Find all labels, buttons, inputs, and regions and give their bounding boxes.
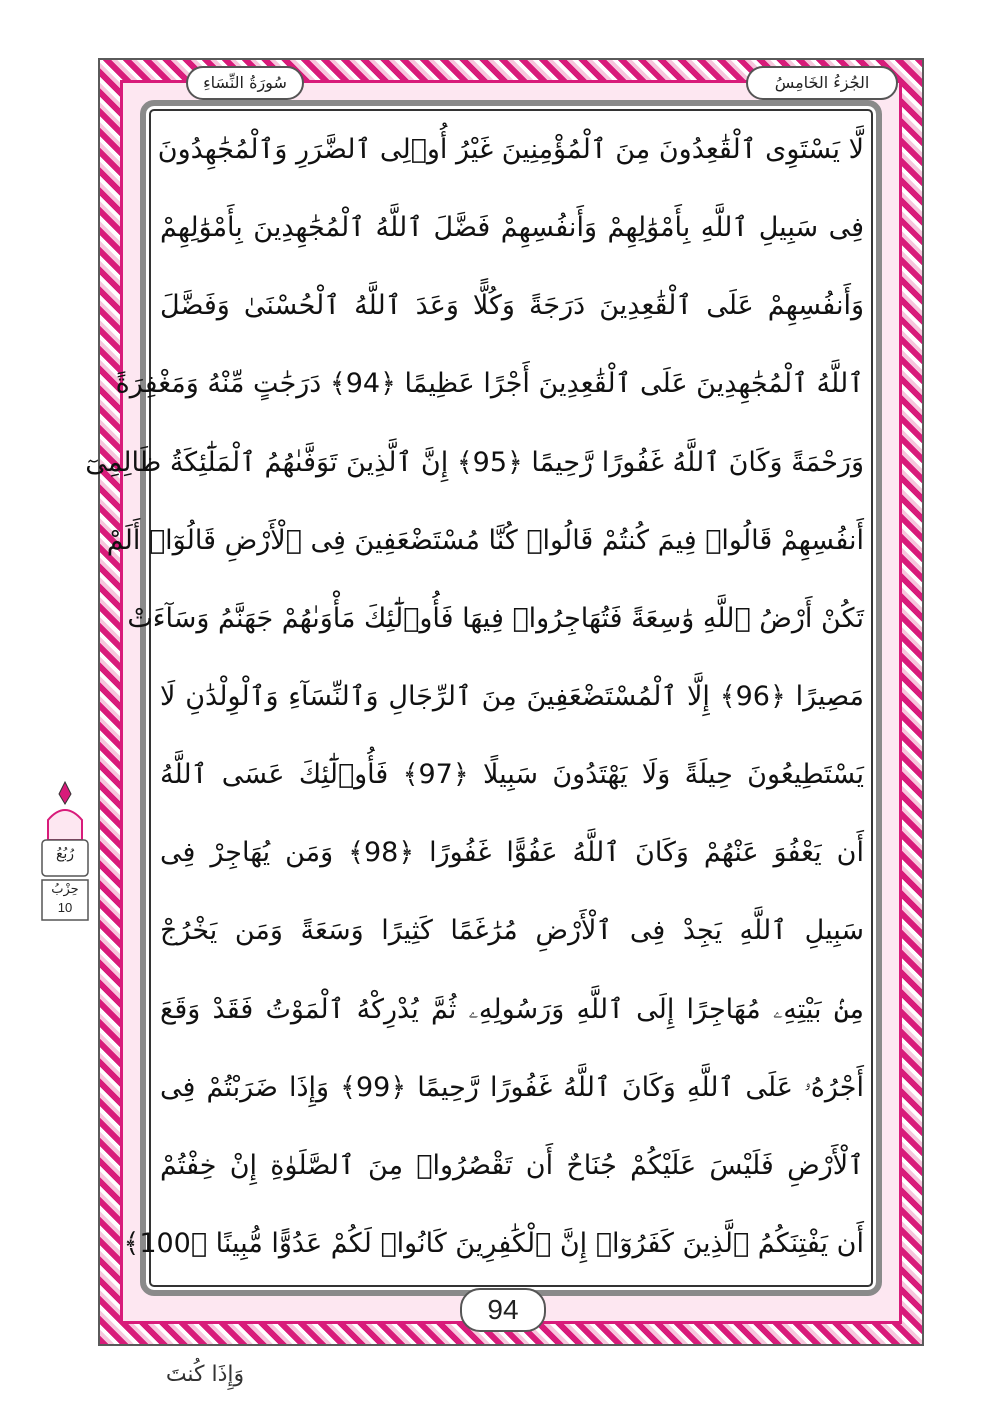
text-line: يَسْتَطِيعُونَ حِيلَةً وَلَا يَهْتَدُونَ سَبِيلًا ﴿97﴾ فَأُو۟لَٰٓئِكَ عَسَى ٱللَّهُ bbox=[160, 759, 864, 791]
text-line: أَجْرُهُۥ عَلَى ٱللَّهِ وَكَانَ ٱللَّهُ غَفُورًا رَّحِيمًا ﴿99﴾ وَإِذَا ضَرَبْتُمْ فِى bbox=[160, 1071, 864, 1103]
surah-title: سُورَةُ النِّسَاءِ bbox=[186, 66, 304, 100]
text-line: ٱلْأَرْضِ فَلَيْسَ عَلَيْكُمْ جُنَاحٌ أَن تَقْصُرُوا۟ مِنَ ٱلصَّلَوٰةِ إِنْ خِفْتُمْ bbox=[160, 1149, 864, 1181]
text-line: وَرَحْمَةً وَكَانَ ٱللَّهُ غَفُورًا رَّحِيمًا ﴿95﴾ إِنَّ ٱلَّذِينَ تَوَفَّىٰهُمُ ٱلْمَلَٰٓئِكَةُ ظَالِمِىٓ bbox=[85, 446, 864, 478]
hizb-number: 10 bbox=[57, 900, 73, 915]
juz-title: الجُزءُ الخَامِسُ bbox=[746, 66, 898, 100]
text-line: ٱللَّهُ ٱلْمُجَٰهِدِينَ عَلَى ٱلْقَٰعِدِينَ أَجْرًا عَظِيمًا ﴿94﴾ دَرَجَٰتٍ مِّنْهُ وَمَغْفِرَةً bbox=[115, 368, 864, 400]
catchword: وَإِذَا كُنتَ bbox=[165, 1362, 245, 1387]
text-line: مِنۢ بَيْتِهِۦ مُهَاجِرًا إِلَى ٱللَّهِ وَرَسُولِهِۦ ثُمَّ يُدْرِكْهُ ٱلْمَوْتُ فَقَدْ وَقَعَ bbox=[160, 993, 864, 1025]
text-line: أَن يَعْفُوَ عَنْهُمْ وَكَانَ ٱللَّهُ عَفُوًّا غَفُورًا ﴿98﴾ وَمَن يُهَاجِرْ فِى bbox=[160, 837, 864, 869]
text-line: أَن يَفْتِنَكُمُ ٱلَّذِينَ كَفَرُوٓا۟ إِنَّ ٱلْكَٰفِرِينَ كَانُوا۟ لَكُمْ عَدُوًّا مُّبِينًا ﴿100﴾ bbox=[123, 1227, 864, 1259]
verse-text-block bbox=[85, 112, 865, 1282]
rub-label: رُبُعُ bbox=[55, 846, 75, 862]
text-line: لَّا يَسْتَوِى ٱلْقَٰعِدُونَ مِنَ ٱلْمُؤْمِنِينَ غَيْرُ أُو۟لِى ٱلضَّرَرِ وَٱلْمُجَٰهِدُونَ bbox=[157, 134, 864, 165]
hizb-label: حِزْبُ bbox=[51, 882, 79, 897]
text-line: فِى سَبِيلِ ٱللَّهِ بِأَمْوَٰلِهِمْ وَأَنفُسِهِمْ فَضَّلَ ٱللَّهُ ٱلْمُجَٰهِدِينَ بِأَمْوَٰلِهِمْ bbox=[160, 212, 864, 244]
page-number: 94 bbox=[460, 1288, 546, 1332]
text-line: أَنفُسِهِمْ قَالُوا۟ فِيمَ كُنتُمْ قَالُوا۟ كُنَّا مُسْتَضْعَفِينَ فِى ٱلْأَرْضِ قَالُوٓا۟ أَلَمْ bbox=[106, 524, 864, 556]
text-line: سَبِيلِ ٱللَّهِ يَجِدْ فِى ٱلْأَرْضِ مُرَٰغَمًا كَثِيرًا وَسَعَةً وَمَن يَخْرُجْ bbox=[160, 915, 864, 947]
text-line: تَكُنْ أَرْضُ ٱللَّهِ وَٰسِعَةً فَتُهَاجِرُوا۟ فِيهَا فَأُو۟لَٰٓئِكَ مَأْوَىٰهُمْ جَهَنَّمُ وَسَآءَتْ bbox=[127, 602, 864, 634]
text-line: مَصِيرًا ﴿96﴾ إِلَّا ٱلْمُسْتَضْعَفِينَ مِنَ ٱلرِّجَالِ وَٱلنِّسَآءِ وَٱلْوِلْدَٰنِ لَا bbox=[160, 680, 865, 712]
text-line: وَأَنفُسِهِمْ عَلَى ٱلْقَٰعِدِينَ دَرَجَةً وَكُلًّا وَعَدَ ٱللَّهُ ٱلْحُسْنَىٰ وَفَضَّلَ bbox=[160, 290, 864, 322]
hizb-marker bbox=[30, 780, 100, 940]
